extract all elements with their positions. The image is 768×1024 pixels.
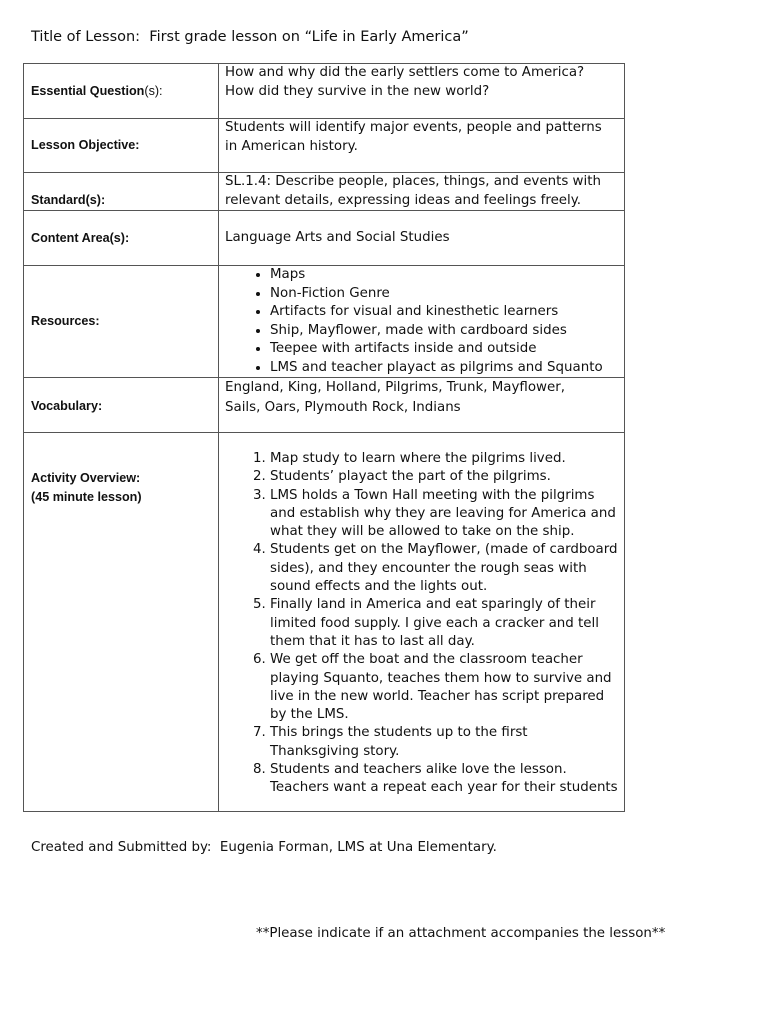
list-item: 8. Students and teachers alike love the lesson. Teachers want a repeat each year for their students — [270, 761, 618, 798]
vocabulary-label: Vocabulary: — [31, 398, 103, 413]
lesson-objective-cell — [219, 119, 625, 173]
essential-question-line-2: How did they survive in the new world? — [225, 83, 490, 99]
standards-cell — [219, 173, 625, 211]
resources-label: Resources: — [31, 314, 100, 328]
essential-question-line-1: How and why did the early settlers come to America? — [225, 65, 585, 80]
attachment-note: **Please indicate if an attachment accompanies the lesson** — [256, 926, 666, 941]
row-resources — [24, 266, 625, 378]
label-cell — [24, 433, 219, 812]
essential-question-label — [24, 83, 218, 100]
resources-cell — [219, 266, 625, 378]
content-area-label: Content Area(s): — [31, 230, 130, 245]
standards-label: Standard(s): — [31, 193, 106, 207]
vocabulary-line-2: Sails, Oars, Plymouth Rock, Indians — [225, 399, 461, 415]
lesson-objective-label: Lesson Objective: — [31, 138, 140, 152]
row-activity-overview — [24, 433, 625, 812]
label-cell — [24, 64, 219, 119]
activity-overview-label: Activity Overview: — [31, 471, 141, 485]
lesson-objective-line-2: in American history. — [225, 138, 358, 154]
list-item: 4. Students get on the Mayflower, (made of cardboard sides), and they encounter the rough seas with sound effects and the lights out. — [270, 541, 618, 596]
standards-line-2: relevant details, expressing ideas and feelings freely. — [225, 192, 582, 208]
label-cell — [24, 266, 219, 378]
list-item: 7. This brings the students up to the first Thanksgiving story. — [270, 724, 618, 761]
essential-question-label-text: Essential Question — [31, 83, 145, 98]
row-lesson-objective — [24, 119, 625, 173]
essential-question-cell — [219, 64, 625, 119]
list-item: 6. We get off the boat and the classroom teacher playing Squanto, teaches them how to survive and live in the new world. Teacher has script prepared by the LMS. — [270, 651, 618, 724]
activity-duration-label: (45 minute lesson) — [31, 490, 142, 504]
row-essential-question — [24, 64, 625, 119]
label-cell — [24, 119, 219, 173]
row-vocabulary — [24, 378, 625, 433]
content-area-text: Language Arts and Social Studies — [225, 229, 450, 245]
activity-overview-cell — [219, 433, 625, 812]
vocabulary-cell — [219, 378, 625, 433]
lesson-plan-table — [23, 63, 625, 812]
list-item: • Teepee with artifacts inside and outside — [270, 340, 618, 359]
essential-question-label-suffix: (s): — [144, 83, 163, 98]
label-cell — [24, 173, 219, 211]
list-item: 5. Finally land in America and eat sparingly of their limited food supply. I give each a cracker and tell them that it has to last all day. — [270, 596, 618, 651]
standards-line-1: SL.1.4: Describe people, places, things, and events with — [225, 174, 601, 189]
created-by-text: Created and Submitted by: Eugenia Forman, LMS at Una Elementary. — [31, 840, 497, 855]
lesson-objective-line-1: Students will identify major events, people and patterns — [225, 120, 602, 135]
resources-list — [225, 266, 618, 377]
row-standards — [24, 173, 625, 211]
list-item: • Maps — [270, 266, 618, 285]
label-cell — [24, 378, 219, 433]
list-item: • Non-Fiction Genre — [270, 285, 618, 304]
list-item: • Ship, Mayflower, made with cardboard sides — [270, 322, 618, 341]
row-content-area — [24, 211, 625, 266]
list-item: 3. LMS holds a Town Hall meeting with the pilgrims and establish why they are leaving for America and what they will be allowed to take on the ship. — [270, 487, 618, 542]
list-item: 1. Map study to learn where the pilgrims lived. — [270, 450, 618, 468]
vocabulary-line-1: England, King, Holland, Pilgrims, Trunk, Mayflower, — [225, 380, 565, 395]
content-area-cell — [219, 211, 625, 266]
list-item: • Artifacts for visual and kinesthetic learners — [270, 303, 618, 322]
lesson-title: Title of Lesson: First grade lesson on “Life in Early America” — [31, 29, 469, 45]
list-item: 2. Students’ playact the part of the pilgrims. — [270, 468, 618, 486]
activity-list — [225, 450, 618, 798]
label-cell — [24, 211, 219, 266]
list-item: • LMS and teacher playact as pilgrims and Squanto — [270, 359, 618, 378]
